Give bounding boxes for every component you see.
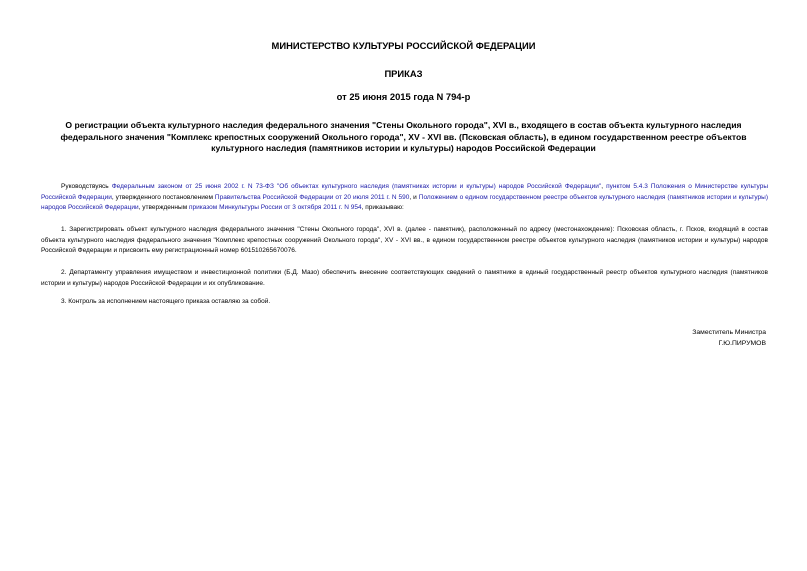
link-registry-regulation[interactable]: Положением о едином государственном реестре объектов культурного наследия (памятников истории и культуры) народов Российской Федерации <box>41 193 769 212</box>
order-date: от 25 июня 2015 года N 794-р <box>336 91 471 102</box>
signatory-name: Г.Ю.ПИРУМОВ <box>718 339 766 347</box>
signature-block <box>692 328 766 349</box>
order-item-2: 2. Департаменту управления имуществом и инвестиционной политики (Б.Д. Мазо) обеспечить внесение соответствующих сведений о памятнике в единый государственный реестр объектов культурного наследия (памятников истории и культуры) народов Российской Федерации и их опубликование. <box>41 269 768 287</box>
link-government-decree[interactable]: Правительства Российской Федерации от 20 июля 2011 г. N 590 <box>214 193 410 201</box>
link-ministry-regulation[interactable]: пунктом 5.4.3 Положения о Министерстве культуры Российской Федерации <box>41 183 768 201</box>
preamble-text-4: , и <box>409 193 419 201</box>
preamble-text-1: Руководствуясь <box>61 183 112 190</box>
preamble-text-3: , утвержденного постановлением <box>111 193 215 201</box>
preamble-text-6: , приказываю: <box>361 204 404 212</box>
link-ministry-order[interactable]: приказом Минкультуры России от 3 октября 2011 г. N 954 <box>188 204 362 212</box>
order-subject: О регистрации объекта культурного наследия федерального значения "Стены Окольного города", XVI в., входящего в состав объекта культурного наследия федерального значения "Комплекс крепостных сооружений Окольного города", XV - XVI вв. (Псковская область), в едином государственном реестре объектов культурного наследия (памятников истории и культуры) народов Российской Федерации <box>60 120 747 153</box>
order-title: ПРИКАЗ <box>384 68 423 79</box>
order-item-1: 1. Зарегистрировать объект культурного наследия федерального значения "Стены Окольного города", XVI в. (далее - памятник), расположенный по адресу (местонахождение): Псковская область, г. Псков, входящий в состав объекта культурного наследия федерального значения "Комплекс крепостных сооружений Окольного города", XV - XVI вв., в едином государственном реестре объектов культурного наследия (памятников истории и культуры) народов Российской Федерации и присвоить ему регистрационный номер 601510265670076. <box>41 226 768 255</box>
preamble-text-2: , <box>601 183 607 190</box>
link-federal-law[interactable]: Федеральным законом от 25 июня 2002 г. N 73-ФЗ "Об объектах культурного наследия (памятниках истории и культуры) народов Российской Федерации" <box>111 183 602 190</box>
order-item-3: 3. Контроль за исполнением настоящего приказа оставляю за собой. <box>61 298 271 305</box>
ministry-title: МИНИСТЕРСТВО КУЛЬТУРЫ РОССИЙСКОЙ ФЕДЕРАЦИИ <box>271 40 536 51</box>
preamble-text-5: , утвержденным <box>138 204 189 212</box>
signatory-position: Заместитель Министра <box>692 329 766 336</box>
preamble-paragraph <box>41 182 768 214</box>
